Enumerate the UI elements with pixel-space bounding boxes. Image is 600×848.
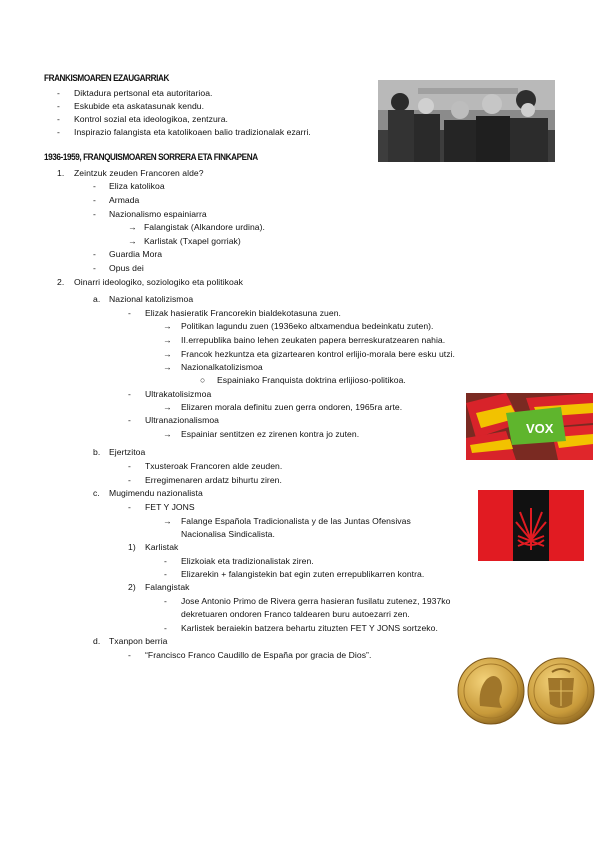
falange-flag-image: [478, 490, 584, 561]
subsection-b-title: Ejertzitoa: [109, 447, 146, 457]
arrow-icon: →: [163, 349, 172, 359]
section-title-franquism: 1936-1959, FRANQUISMOAREN SORRERA ETA FINKAPENA: [44, 152, 258, 162]
bullet-dash: -: [93, 249, 96, 259]
fet-jons-arrow-line-1: Falange Española Tradicionalista y de las Juntas Ofensivas: [181, 516, 411, 526]
bullet-dash: -: [128, 389, 131, 399]
bullet-dash: -: [128, 461, 131, 471]
characteristic-item-4: Inspirazio falangista eta katolikoaen balio tradizionalak ezarri.: [74, 127, 311, 137]
characteristic-item-1: Diktadura pertsonal eta autoritarioa.: [74, 88, 213, 98]
carlists-item-1: Elizkoiak eta tradizionalistak ziren.: [181, 556, 314, 566]
supporter-item-5: Opus dei: [109, 263, 144, 273]
subsection-a-title: Nazional katolizismoa: [109, 294, 194, 304]
falangists-number: 2): [128, 582, 136, 592]
doctrine-item: Espainiako Franquista doktrina erlijioso-politikoa.: [217, 375, 406, 385]
question-2-text: Oinarri ideologiko, soziologiko eta politikoak: [74, 277, 244, 287]
bullet-dash: -: [164, 623, 167, 633]
subsection-d-title: Txanpon berria: [109, 636, 168, 646]
ultracatholicism-item: Ultrakatolisizmoa: [145, 389, 212, 399]
ultranationalism-arrow: Espainiar sentitzen ez zirenen kontra jo zuten.: [181, 429, 360, 439]
church-item: Elizak hasieratik Francorekin bialdekotasuna zuen.: [145, 308, 341, 318]
bullet-dash: -: [128, 308, 131, 318]
subsection-c-title: Mugimendu nazionalista: [109, 488, 203, 498]
subsection-b-letter: b.: [93, 447, 101, 457]
nationalism-sub-1: Falangistak (Alkandore urdina).: [144, 222, 265, 232]
arrow-icon: →: [163, 335, 172, 345]
bullet-dash: -: [93, 209, 96, 219]
carlists-item-2: Elizarekin + falangistekin bat egin zuten errepublikarren kontra.: [181, 569, 425, 579]
subsection-d-letter: d.: [93, 636, 101, 646]
falangists-item-1-line-2: dekretuaren ondoren Franco taldearen buru autoezarri zen.: [181, 609, 410, 619]
supporter-item-2: Armada: [109, 195, 140, 205]
bullet-dash: -: [57, 101, 60, 111]
peseta-coins-image: [456, 656, 596, 726]
question-2-number: 2.: [57, 277, 65, 287]
subsection-a-letter: a.: [93, 294, 101, 304]
supporter-item-3: Nazionalismo espainiarra: [109, 209, 207, 219]
fet-jons-item: FET Y JONS: [145, 502, 195, 512]
arrow-icon: →: [128, 236, 137, 246]
characteristic-item-2: Eskubide eta askatasunak kendu.: [74, 101, 205, 111]
coin-inscription: “Francisco Franco Caudillo de España por gracia de Dios”.: [145, 650, 372, 660]
circle-bullet-icon: ○: [200, 375, 206, 385]
bullet-dash: -: [128, 650, 131, 660]
army-item-2: Erregimenaren ardatz bihurtu ziren.: [145, 475, 282, 485]
bullet-dash: -: [93, 181, 96, 191]
bullet-dash: -: [164, 556, 167, 566]
arrow-icon: →: [163, 402, 172, 412]
falangists-item-1-line-1: Jose Antonio Primo de Rivera gerra hasieran fusilatu zutenez, 1937ko: [181, 596, 451, 606]
bullet-dash: -: [128, 415, 131, 425]
carlists-number: 1): [128, 542, 136, 552]
falangists-item-2: Karlistek beraiekin batzera behartu zituzten FET Y JONS sortzeko.: [181, 623, 438, 633]
bullet-dash: -: [164, 569, 167, 579]
bullet-dash: -: [57, 88, 60, 98]
bullet-dash: -: [164, 596, 167, 606]
arrow-icon: →: [163, 321, 172, 331]
supporter-item-4: Guardia Mora: [109, 249, 163, 259]
church-arrow-3: Francok hezkuntza eta gizartearen kontrol erlijio-morala bere esku utzi.: [181, 349, 455, 359]
carlists-title: Karlistak: [145, 542, 179, 552]
army-item-1: Txusteroak Francoren alde zeuden.: [145, 461, 283, 471]
section-title-characteristics: FRANKISMOAREN EZAUGARRIAK: [44, 73, 169, 83]
supporter-item-1: Eliza katolikoa: [109, 181, 165, 191]
ultranationalism-item: Ultranazionalismoa: [145, 415, 219, 425]
arrow-icon: →: [163, 429, 172, 439]
arrow-icon: →: [128, 222, 137, 232]
bullet-dash: -: [57, 114, 60, 124]
church-arrow-2: II.errepublika baino lehen zeukaten papera berreskuratzearen nahia.: [181, 335, 446, 345]
church-arrow-1: Politikan lagundu zuen (1936eko altxamendua bedeinkatu zuten).: [181, 321, 434, 331]
bullet-dash: -: [128, 502, 131, 512]
falangists-title: Falangistak: [145, 582, 190, 592]
nationalism-sub-2: Karlistak (Txapel gorriak): [144, 236, 241, 246]
question-1-number: 1.: [57, 168, 65, 178]
ultracatholicism-arrow: Elizaren morala definitu zuen gerra ondoren, 1965ra arte.: [181, 402, 403, 412]
bullet-dash: -: [57, 127, 60, 137]
fet-jons-arrow-line-2: Nacionalisa Sindicalista.: [181, 529, 275, 539]
arrow-icon: →: [163, 516, 172, 526]
church-arrow-4: Nazionalkatolizismoa: [181, 362, 263, 372]
bullet-dash: -: [93, 263, 96, 273]
bullet-dash: -: [128, 475, 131, 485]
vox-logo-text: VOX: [526, 421, 554, 436]
franco-generals-photo: [378, 80, 555, 162]
question-1-text: Zeintzuk zeuden Francoren alde?: [74, 168, 204, 178]
arrow-icon: →: [163, 362, 172, 372]
characteristic-item-3: Kontrol sozial eta ideologikoa, zentzura.: [74, 114, 228, 124]
subsection-c-letter: c.: [93, 488, 100, 498]
bullet-dash: -: [93, 195, 96, 205]
vox-rally-photo: [466, 393, 593, 460]
